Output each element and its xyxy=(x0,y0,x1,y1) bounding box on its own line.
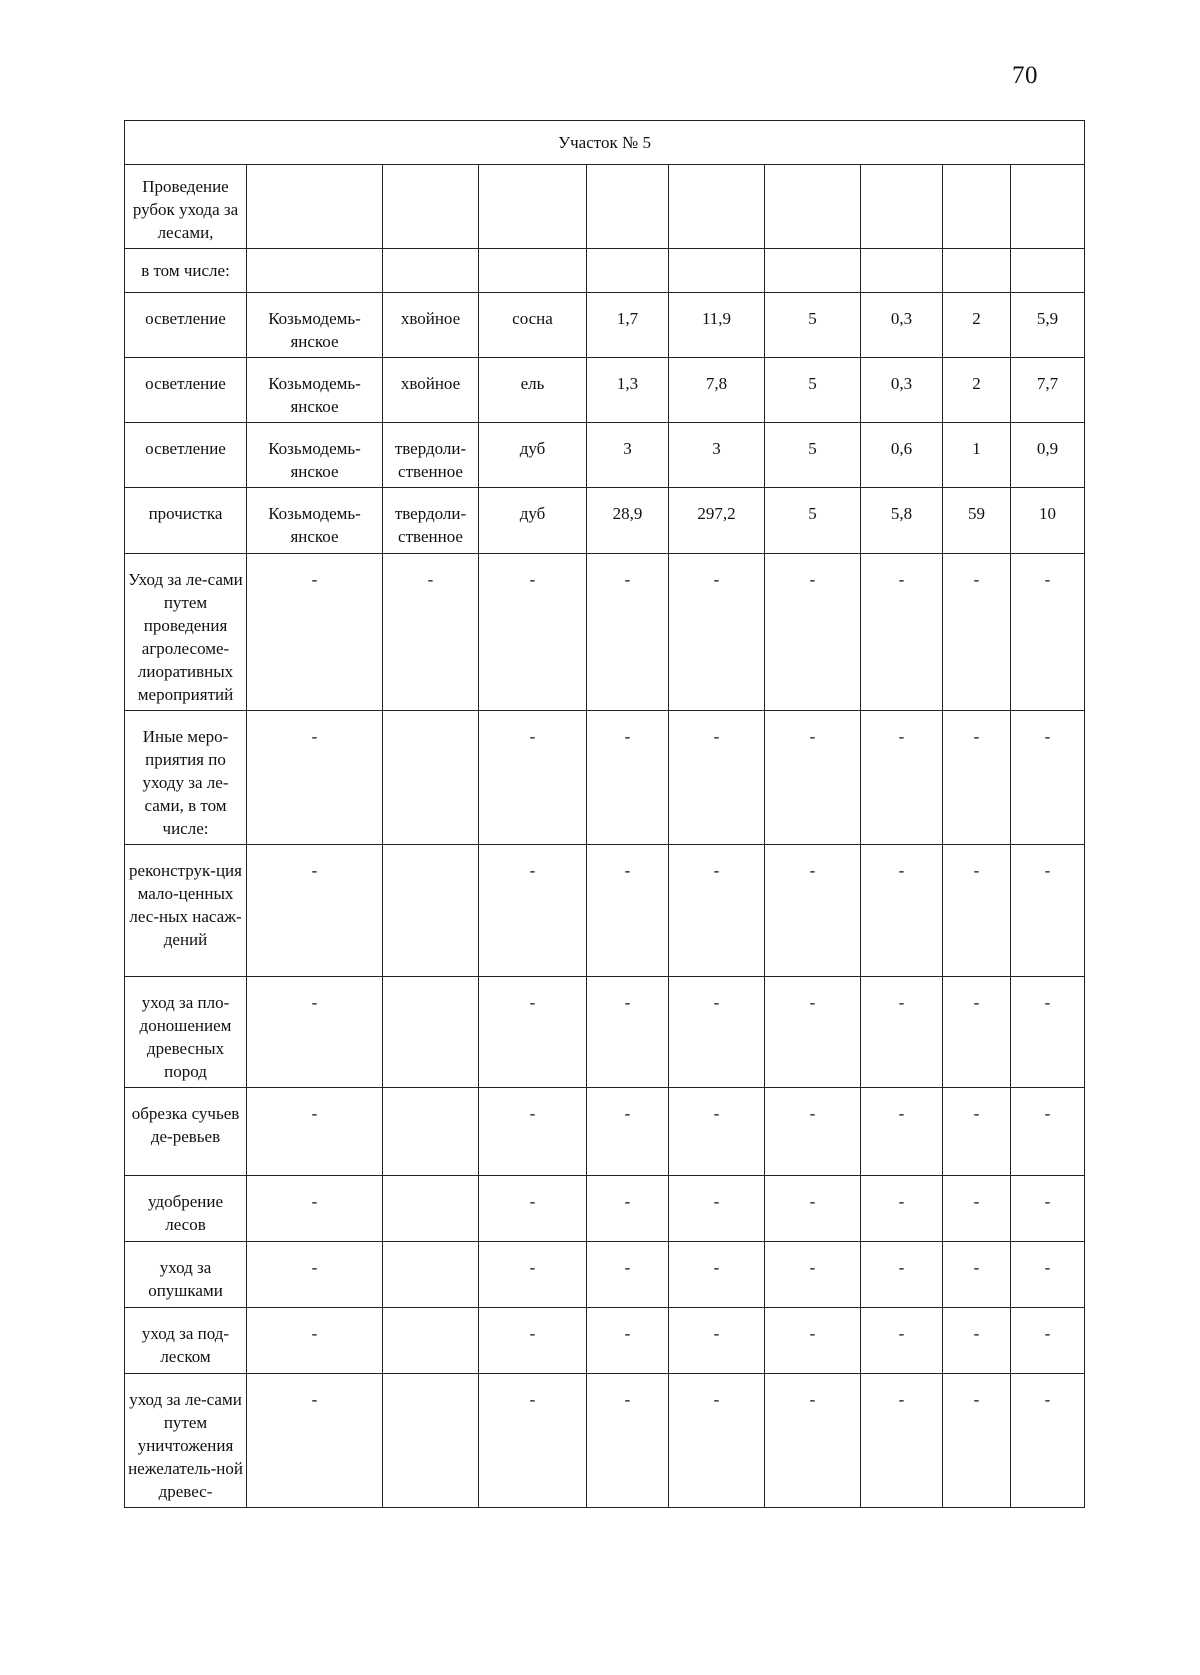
cell-c5: - xyxy=(587,1242,669,1308)
cell-forest-type: хвойное xyxy=(383,293,479,358)
cell-c10: - xyxy=(1011,1176,1085,1242)
cell-c6 xyxy=(669,165,765,249)
cell-species: - xyxy=(479,1242,587,1308)
table-row xyxy=(125,1176,1085,1242)
table-row xyxy=(125,293,1085,358)
cell-activity: прочистка xyxy=(125,488,247,554)
cell-c5 xyxy=(587,165,669,249)
cell-c10: 5,9 xyxy=(1011,293,1085,358)
cell-c10: 0,9 xyxy=(1011,423,1085,488)
cell-c8: 0,6 xyxy=(861,423,943,488)
cell-c5: 1,3 xyxy=(587,358,669,423)
cell-species: дуб xyxy=(479,488,587,554)
cell-species: - xyxy=(479,1374,587,1508)
cell-forest-type xyxy=(383,711,479,845)
cell-c6: - xyxy=(669,1176,765,1242)
cell-activity: Уход за ле-сами путем проведения агролесоме-лиоративных мероприятий xyxy=(125,554,247,711)
table-row xyxy=(125,845,1085,977)
table-row xyxy=(125,1088,1085,1176)
cell-forest-type: твердоли-ственное xyxy=(383,423,479,488)
cell-c9 xyxy=(943,249,1011,293)
cell-c9: 59 xyxy=(943,488,1011,554)
table-body xyxy=(125,121,1085,1508)
cell-c10: - xyxy=(1011,554,1085,711)
cell-forestry: Козьмодемь-янское xyxy=(247,488,383,554)
cell-c5: - xyxy=(587,1374,669,1508)
cell-species: - xyxy=(479,554,587,711)
cell-c9: 1 xyxy=(943,423,1011,488)
cell-c5: 3 xyxy=(587,423,669,488)
cell-forestry: Козьмодемь-янское xyxy=(247,423,383,488)
cell-c10: - xyxy=(1011,845,1085,977)
cell-c9: - xyxy=(943,554,1011,711)
cell-species: - xyxy=(479,977,587,1088)
cell-c8: 0,3 xyxy=(861,293,943,358)
cell-activity: обрезка сучьев де-ревьев xyxy=(125,1088,247,1176)
table-row xyxy=(125,249,1085,293)
cell-c9: - xyxy=(943,1176,1011,1242)
cell-c6 xyxy=(669,249,765,293)
cell-c7: - xyxy=(765,977,861,1088)
cell-c8: - xyxy=(861,977,943,1088)
cell-forest-type xyxy=(383,249,479,293)
cell-c5: 28,9 xyxy=(587,488,669,554)
cell-species xyxy=(479,165,587,249)
cell-c10: - xyxy=(1011,1374,1085,1508)
page-number: 70 xyxy=(1012,62,1038,89)
cell-c9: 2 xyxy=(943,293,1011,358)
cell-forest-type xyxy=(383,165,479,249)
cell-forest-type: хвойное xyxy=(383,358,479,423)
cell-forestry: - xyxy=(247,977,383,1088)
cell-forest-type xyxy=(383,1374,479,1508)
cell-c9: - xyxy=(943,1374,1011,1508)
cell-activity: реконструк-ция мало-ценных лес-ных насаж-дений xyxy=(125,845,247,977)
cell-c10: - xyxy=(1011,711,1085,845)
cell-species: - xyxy=(479,1088,587,1176)
cell-c10: 7,7 xyxy=(1011,358,1085,423)
cell-forest-type xyxy=(383,1242,479,1308)
cell-forestry xyxy=(247,165,383,249)
cell-forestry xyxy=(247,249,383,293)
cell-c8 xyxy=(861,249,943,293)
cell-c6: - xyxy=(669,711,765,845)
cell-species: ель xyxy=(479,358,587,423)
table-row xyxy=(125,711,1085,845)
cell-c8: - xyxy=(861,711,943,845)
cell-forestry: - xyxy=(247,554,383,711)
cell-c10: - xyxy=(1011,977,1085,1088)
cell-c10 xyxy=(1011,249,1085,293)
cell-species: - xyxy=(479,1176,587,1242)
cell-c7 xyxy=(765,249,861,293)
cell-c9: - xyxy=(943,977,1011,1088)
cell-activity: осветление xyxy=(125,358,247,423)
cell-forest-type: твердоли-ственное xyxy=(383,488,479,554)
cell-c8 xyxy=(861,165,943,249)
cell-c8: 0,3 xyxy=(861,358,943,423)
cell-species: - xyxy=(479,845,587,977)
cell-c9: - xyxy=(943,1242,1011,1308)
cell-c5: - xyxy=(587,1308,669,1374)
cell-c5: - xyxy=(587,1088,669,1176)
cell-c6: - xyxy=(669,977,765,1088)
cell-c6: - xyxy=(669,1374,765,1508)
cell-forest-type: - xyxy=(383,554,479,711)
table-row xyxy=(125,1374,1085,1508)
cell-activity: уход за ле-сами путем уничтожения нежелатель-ной древес- xyxy=(125,1374,247,1508)
cell-c6: - xyxy=(669,845,765,977)
cell-forestry: - xyxy=(247,845,383,977)
table-row xyxy=(125,165,1085,249)
cell-c7: - xyxy=(765,1242,861,1308)
cell-forest-type xyxy=(383,977,479,1088)
cell-forest-type xyxy=(383,845,479,977)
cell-c6: - xyxy=(669,1088,765,1176)
cell-c6: - xyxy=(669,554,765,711)
cell-c9: - xyxy=(943,711,1011,845)
cell-c6: 297,2 xyxy=(669,488,765,554)
section-header-row xyxy=(125,121,1085,165)
cell-c10: 10 xyxy=(1011,488,1085,554)
table-row xyxy=(125,977,1085,1088)
table-row xyxy=(125,423,1085,488)
cell-activity: уход за опушками xyxy=(125,1242,247,1308)
cell-c9: - xyxy=(943,845,1011,977)
cell-c5: - xyxy=(587,711,669,845)
cell-activity: в том числе: xyxy=(125,249,247,293)
cell-c6: 11,9 xyxy=(669,293,765,358)
cell-c9: 2 xyxy=(943,358,1011,423)
cell-forestry: Козьмодемь-янское xyxy=(247,293,383,358)
cell-c6: - xyxy=(669,1308,765,1374)
cell-c8: - xyxy=(861,1242,943,1308)
section-title: Участок № 5 xyxy=(125,121,1085,165)
table-row xyxy=(125,1242,1085,1308)
forest-care-table xyxy=(124,120,1085,1508)
cell-c9 xyxy=(943,165,1011,249)
cell-c6: - xyxy=(669,1242,765,1308)
cell-c7: 5 xyxy=(765,423,861,488)
cell-species: - xyxy=(479,711,587,845)
cell-activity: Иные меро-приятия по уходу за ле-сами, в том числе: xyxy=(125,711,247,845)
cell-forest-type xyxy=(383,1088,479,1176)
cell-c7: - xyxy=(765,1308,861,1374)
cell-activity: осветление xyxy=(125,423,247,488)
cell-c10: - xyxy=(1011,1308,1085,1374)
cell-c8: 5,8 xyxy=(861,488,943,554)
cell-c5: - xyxy=(587,845,669,977)
cell-species: - xyxy=(479,1308,587,1374)
cell-c7 xyxy=(765,165,861,249)
cell-c5: - xyxy=(587,1176,669,1242)
cell-species xyxy=(479,249,587,293)
cell-c6: 7,8 xyxy=(669,358,765,423)
cell-c8: - xyxy=(861,554,943,711)
cell-c5: - xyxy=(587,977,669,1088)
cell-c7: 5 xyxy=(765,358,861,423)
cell-forestry: - xyxy=(247,1176,383,1242)
cell-activity: осветление xyxy=(125,293,247,358)
cell-forestry: - xyxy=(247,1242,383,1308)
cell-c7: 5 xyxy=(765,488,861,554)
cell-forestry: - xyxy=(247,1088,383,1176)
cell-c7: - xyxy=(765,554,861,711)
table-row xyxy=(125,554,1085,711)
cell-c7: - xyxy=(765,845,861,977)
cell-forestry: - xyxy=(247,1308,383,1374)
cell-c5: - xyxy=(587,554,669,711)
cell-species: сосна xyxy=(479,293,587,358)
cell-c7: - xyxy=(765,1088,861,1176)
cell-c5 xyxy=(587,249,669,293)
cell-c5: 1,7 xyxy=(587,293,669,358)
cell-forestry: - xyxy=(247,1374,383,1508)
table-row xyxy=(125,358,1085,423)
cell-activity: уход за пло-доношением древесных пород xyxy=(125,977,247,1088)
cell-c9: - xyxy=(943,1308,1011,1374)
cell-activity: уход за под-леском xyxy=(125,1308,247,1374)
cell-c6: 3 xyxy=(669,423,765,488)
cell-forestry: - xyxy=(247,711,383,845)
cell-activity: удобрение лесов xyxy=(125,1176,247,1242)
cell-c8: - xyxy=(861,1088,943,1176)
cell-c10: - xyxy=(1011,1088,1085,1176)
cell-activity: Проведение рубок ухода за лесами, xyxy=(125,165,247,249)
cell-c8: - xyxy=(861,1308,943,1374)
cell-c9: - xyxy=(943,1088,1011,1176)
cell-c7: - xyxy=(765,1176,861,1242)
cell-forestry: Козьмодемь-янское xyxy=(247,358,383,423)
cell-c8: - xyxy=(861,1374,943,1508)
cell-forest-type xyxy=(383,1176,479,1242)
cell-c10 xyxy=(1011,165,1085,249)
cell-forest-type xyxy=(383,1308,479,1374)
cell-c8: - xyxy=(861,845,943,977)
cell-c7: - xyxy=(765,711,861,845)
cell-c10: - xyxy=(1011,1242,1085,1308)
cell-c8: - xyxy=(861,1176,943,1242)
table-row xyxy=(125,1308,1085,1374)
table-row xyxy=(125,488,1085,554)
cell-c7: 5 xyxy=(765,293,861,358)
cell-c7: - xyxy=(765,1374,861,1508)
cell-species: дуб xyxy=(479,423,587,488)
